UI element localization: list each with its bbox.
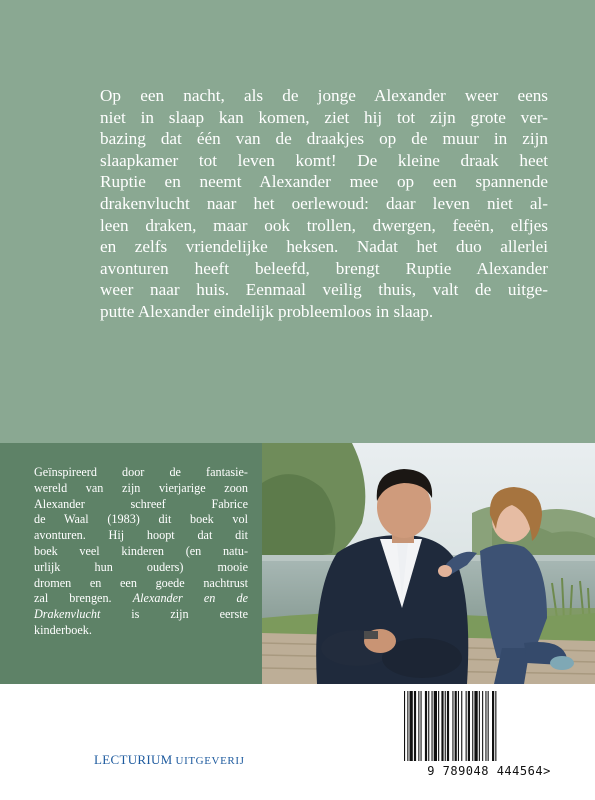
blurb-line: Op een nacht, als de jonge Alexander weer eens	[100, 86, 548, 105]
isbn-arrow: >	[543, 764, 551, 778]
bio-line: de Waal (1983) dit boek vol	[34, 512, 248, 527]
bio-line: is zijn eerste	[131, 607, 249, 622]
isbn-digits: 9 789048 444564	[427, 764, 544, 778]
author-photo	[262, 443, 595, 684]
author-bio	[34, 465, 248, 639]
blurb-line: avonturen heeft beleefd, brengt Ruptie Alexander	[100, 258, 548, 278]
isbn-number	[384, 764, 594, 778]
bio-line: avonturen. Hij hoopt dat dit	[34, 528, 248, 543]
blurb-line: bazing dat één van de draakjes op de muur in zijn	[100, 129, 548, 149]
bio-line-with-title	[34, 591, 248, 607]
blurb-line: niet in slaap kan komen, ziet hij tot zijn grote ver-	[100, 107, 548, 127]
bio-line-with-title	[34, 607, 248, 623]
publisher-suffix: UITGEVERIJ	[175, 755, 245, 767]
bio-line: dromen en een goede nachtrust	[34, 575, 248, 590]
bio-line: boek veel kinderen (en natu-	[34, 543, 248, 558]
blurb-line: Ruptie en neemt Alexander mee op een spannende	[100, 172, 548, 192]
bio-line: Alexander schreef Fabrice	[34, 496, 248, 511]
barcode	[398, 687, 588, 800]
barcode-bars	[398, 687, 588, 763]
bio-line: kinderboek.	[34, 622, 92, 637]
bio-line: zal brengen.	[34, 591, 112, 606]
blurb-line: en zelfs vriendelijke heksen. Nadat het duo allerlei	[100, 237, 548, 257]
bio-line: wereld van zijn vierjarige zoon	[34, 480, 248, 495]
blurb-line: leen draken, maar ook trollen, dwergen, feeën, elfjes	[100, 215, 548, 235]
publisher-name: LECTURIUM	[94, 752, 173, 767]
author-bio-panel	[0, 443, 262, 684]
back-cover-blurb	[100, 85, 548, 323]
publisher-logo	[94, 751, 244, 769]
blurb-line: weer naar huis. Eenmaal veilig thuis, valt de uitge-	[100, 280, 548, 300]
blurb-line: drakenvlucht naar het oerlewoud: daar leven niet al-	[100, 193, 548, 213]
book-title-part1: Alexander en de	[132, 591, 249, 606]
bio-line: Geïnspireerd door de fantasie-	[34, 465, 248, 479]
bio-line: urlijk hun ouders) mooie	[34, 559, 248, 574]
blurb-line: slaapkamer tot leven komt! De kleine draak heet	[100, 150, 548, 170]
blurb-line: putte Alexander eindelijk probleemloos in slaap.	[100, 301, 434, 321]
book-title-part2: Drakenvlucht	[34, 607, 101, 622]
